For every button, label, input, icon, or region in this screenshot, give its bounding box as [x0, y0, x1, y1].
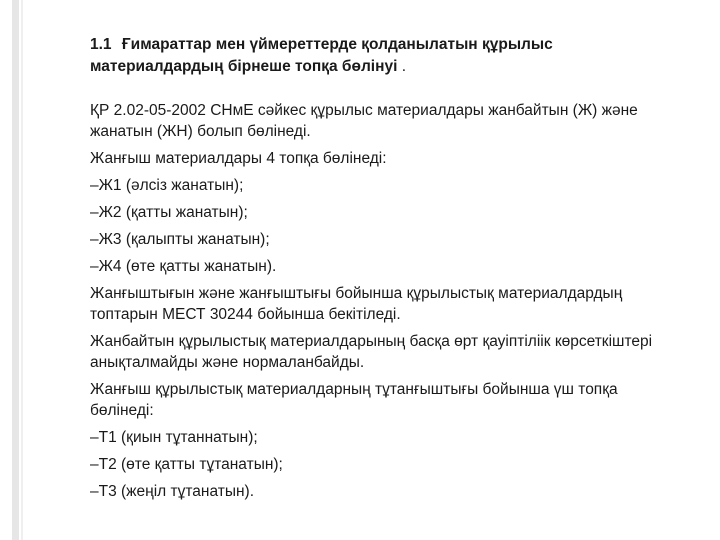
- section-number: 1.1: [90, 36, 112, 53]
- list-item-zh2: –Ж2 (қатты жанатын);: [90, 204, 248, 221]
- list-item-zh3: –Ж3 (қалыпты жанатын);: [90, 231, 270, 248]
- list-item-t1: –Т1 (қиын тұтаннатын);: [90, 429, 258, 446]
- heading-tail: .: [397, 58, 407, 75]
- heading-line-1: Ғимараттар мен үймереттерде қолданылатын құрылыс: [121, 36, 553, 53]
- paragraph-mest: Жанғыштығын және жанғыштығы бойынша құрылыстық материалдардың топтарын МЕСТ 30244 бойынша бекітіледі.: [90, 285, 623, 323]
- list-item-zh4: –Ж4 (өте қатты жанатын).: [90, 258, 277, 275]
- decorative-left-bar: [12, 0, 19, 540]
- paragraph-nonflammable: Жанбайтын құрылыстық материалдарының басқа өрт қауіптіліік көрсеткіштері анықталмайды және нормаланбайды.: [90, 333, 653, 371]
- decorative-left-line: [21, 0, 23, 540]
- heading-line-2: материалдардың бірнеше топқа бөлінуі: [90, 58, 398, 75]
- list-item-t2: –Т2 (өте қатты тұтанатын);: [90, 456, 283, 473]
- paragraph-standard: ҚР 2.02-05-2002 СНмЕ сәйкес құрылыс материалдары жанбайтын (Ж) және жанатын (ЖН) болып бөлінеді.: [90, 102, 638, 140]
- list-item-t3: –Т3 (жеңіл тұтанатын).: [90, 483, 255, 500]
- slide-content: [90, 34, 670, 508]
- section-heading: [90, 34, 670, 78]
- paragraph-ignition-intro: Жанғыш құрылыстық материалдарның тұтанғыштығы бойынша үш топқа бөлінеді:: [90, 381, 618, 419]
- paragraph-groups-intro: Жанғыш материалдары 4 топқа бөлінеді:: [90, 150, 387, 167]
- list-item-zh1: –Ж1 (әлсіз жанатын);: [90, 177, 244, 194]
